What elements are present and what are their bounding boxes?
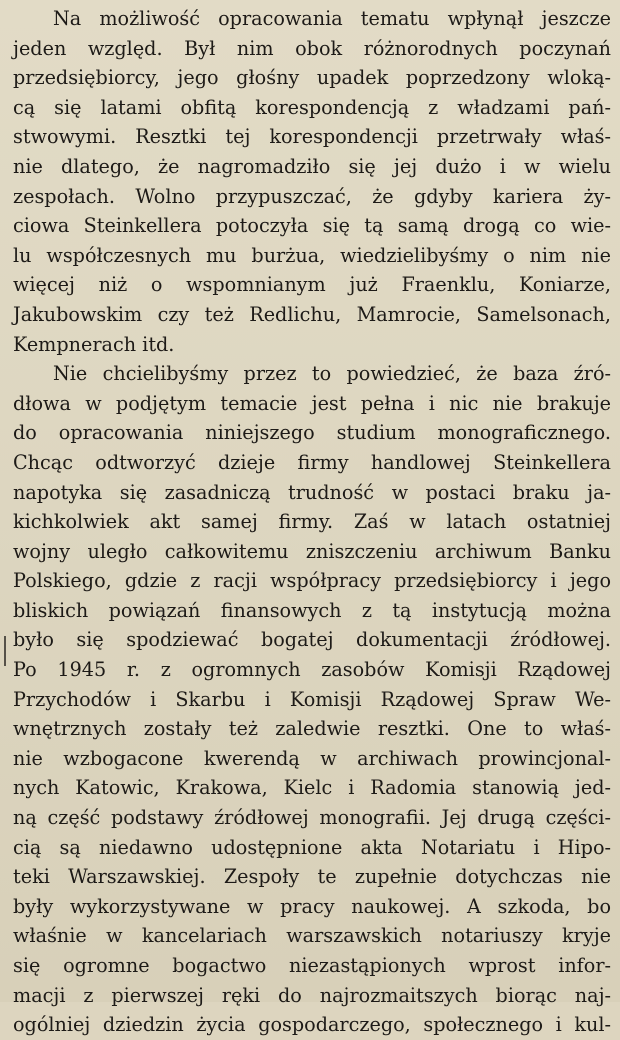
text-line: nych Katowic, Krakowa, Kielc i Radomia stanowią jed- — [13, 776, 611, 800]
text-line: wnętrznych zostały też zaledwie resztki. One to właś- — [13, 717, 611, 741]
text-line: bliskich powiązań finansowych z tą instytucją można — [13, 598, 611, 622]
text-line: cą się latami obfitą korespondencją z władzami pań- — [13, 95, 611, 119]
text-line: dłowa w podjętym temacie jest pełna i nic nie brakuje — [13, 391, 611, 415]
text-line: jeden względ. Był nim obok różnorodnych poczynań — [13, 36, 611, 60]
paragraph-2 — [13, 359, 611, 1040]
text-line: Kempnerach itd. — [13, 332, 175, 356]
text-line: zespołach. Wolno przypuszczać, że gdyby kariera ży- — [13, 184, 611, 208]
text-line: Jakubowskim czy też Redlichu, Mamrocie, Samelsonach, — [13, 302, 611, 326]
text-line: ciowa Steinkellera potoczyła się tą samą drogą co wie- — [13, 214, 611, 238]
text-line: było się spodziewać bogatej dokumentacji źródłowej. — [13, 628, 611, 652]
margin-pencil-mark — [4, 636, 6, 666]
text-line: macji z pierwszej ręki do najrozmaitszych biorąc naj- — [13, 983, 611, 1007]
text-line: Przychodów i Skarbu i Komisji Rządowej Spraw We- — [13, 687, 611, 711]
text-line: właśnie w kancelariach warszawskich notariuszy kryje — [13, 924, 611, 948]
text-line: Na możliwość opracowania tematu wpłynął jeszcze — [53, 7, 611, 30]
text-line: ną część podstawy źródłowej monografii. Jej drugą części- — [13, 806, 611, 830]
text-line: się ogromne bogactwo niezastąpionych wprost infor- — [13, 954, 611, 977]
text-line: ogólniej dziedzin życia gospodarczego, społecznego i kul- — [13, 1013, 611, 1037]
page-text — [13, 4, 611, 1040]
text-line: Po 1945 r. z ogromnych zasobów Komisji Rządowej — [13, 658, 611, 682]
text-line: nie wzbogacone kwerendą w archiwach prowincjonal- — [13, 746, 611, 770]
text-line: napotyka się zasadniczą trudność w postaci braku ja- — [13, 480, 611, 504]
text-line: Chcąc odtworzyć dzieje firmy handlowej Steinkellera — [13, 450, 611, 474]
text-line: Nie chcielibyśmy przez to powiedzieć, że baza źró- — [53, 362, 611, 386]
text-line: były wykorzystywane w pracy naukowej. A szkoda, bo — [13, 894, 611, 918]
text-line: wojny uległo całkowitemu zniszczeniu archiwum Banku — [13, 539, 611, 563]
text-line: nie dlatego, że nagromadziło się jej dużo i w wielu — [13, 154, 611, 178]
text-line: więcej niż o wspomnianym już Fraenklu, Koniarze, — [13, 273, 611, 297]
text-line: teki Warszawskiej. Zespoły te zupełnie dotychczas nie — [13, 865, 611, 889]
text-line: kichkolwiek akt samej firmy. Zaś w latach ostatniej — [13, 510, 611, 534]
text-line: cią są niedawno udostępnione akta Notariatu i Hipo- — [13, 835, 611, 859]
text-line: lu współczesnych mu burżua, wiedzielibyśmy o nim nie — [13, 243, 611, 267]
text-line: do opracowania niniejszego studium monograficznego. — [13, 421, 611, 445]
text-line: stwowymi. Resztki tej korespondencji przetrwały właś- — [13, 125, 611, 149]
text-line: przedsiębiorcy, jego głośny upadek poprzedzony wloką- — [13, 66, 611, 90]
paragraph-1 — [13, 4, 611, 359]
text-line: Polskiego, gdzie z racji współpracy przedsiębiorcy i jego — [13, 569, 611, 593]
